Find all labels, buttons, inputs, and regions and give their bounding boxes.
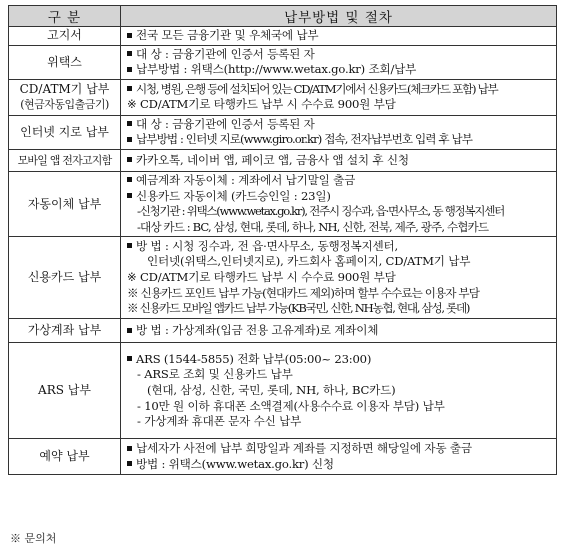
row-content [121, 171, 557, 236]
footer-note: ※ 문의처 [10, 532, 57, 545]
row-content [121, 237, 557, 319]
row-content [121, 79, 557, 115]
bullet-square-icon [127, 177, 132, 182]
content-line: 인터넷(위택스,인터넷지로), 카드회사 홈페이지, CD/ATM기 납부 [147, 254, 471, 269]
content-line: 납부방법 : 인터넷 지로(www.giro.or.kr) 접속, 전자납부번호 입력 후 납부 [127, 132, 552, 148]
row-category: 고지서 [9, 27, 121, 46]
content-line: ※ 신용카드 포인트 납부 가능(현대카드 제외)하며 할부 수수료는 이용자 부담 [127, 285, 479, 300]
row-content [121, 115, 557, 149]
content-line: 납세자가 사전에 납부 희망일과 계좌를 지정하면 해당일에 자동 출금 [127, 441, 552, 457]
content-line: 납부방법 : 위택스(http://www.wetax.go.kr) 조회/납부 [127, 62, 552, 78]
table-row [9, 237, 557, 319]
table-row [9, 343, 557, 439]
row-content [121, 319, 557, 343]
bullet-square-icon [127, 121, 132, 126]
content-line: 전국 모든 금융기관 및 우체국에 납부 [127, 28, 552, 44]
row-content [121, 149, 557, 171]
row-category: 자동이체 납부 [9, 171, 121, 236]
content-line: 예금계좌 자동이체 : 계좌에서 납기말일 출금 [127, 173, 552, 189]
bullet-square-icon [127, 157, 132, 162]
table-row [9, 319, 557, 343]
table-header-row [9, 6, 557, 27]
content-line: 대 상 : 금융기관에 인증서 등록된 자 [127, 47, 552, 63]
content-line: - 10만 원 이하 휴대폰 소액결제(사용수수료 이용자 부담) 납부 [137, 398, 445, 413]
content-line: ※ CD/ATM기로 타행카드 납부 시 수수료 900원 부담 [127, 270, 396, 285]
table-row [9, 27, 557, 46]
content-line: 카카오톡, 네이버 앱, 페이코 앱, 금융사 앱 설치 후 신청 [127, 153, 552, 169]
row-category: 모바일 앱 전자고지함 [9, 149, 121, 171]
bullet-square-icon [127, 137, 132, 142]
row-content [121, 439, 557, 475]
bullet-square-icon [127, 51, 132, 56]
row-category: 가상계좌 납부 [9, 319, 121, 343]
bullet-square-icon [127, 33, 132, 38]
content-line: -대상 카드 : BC, 삼성, 현대, 롯데, 하나, NH, 신한, 전북, 제주, 광주, 수협카드 [137, 219, 489, 234]
category-title: CD/ATM기 납부 [19, 82, 110, 97]
bullet-square-icon [127, 193, 132, 198]
content-line: (현대, 삼성, 신한, 국민, 롯데, NH, 하나, BC카드) [147, 383, 396, 398]
table-row [9, 171, 557, 236]
table-row [9, 115, 557, 149]
header-category: 구 분 [9, 6, 121, 27]
bullet-square-icon [127, 328, 132, 333]
content-line: 방 법 : 가상계좌(입금 전용 고유계좌)로 계좌이체 [127, 323, 552, 339]
content-line: 방법 : 위택스(www.wetax.go.kr) 신청 [127, 457, 552, 473]
payment-methods-table-wrapper [8, 5, 556, 475]
content-line: -신청기관 : 위택스(www.wetax.go.kr), 전주시 징수과, 읍·면사무소, 동 행정복지센터 [137, 204, 505, 219]
content-line: ARS (1544-5855) 전화 납부(05:00~ 23:00) [127, 352, 552, 368]
row-category: 신용카드 납부 [9, 237, 121, 319]
content-line: ※ 신용카드 모바일 앱카드 납부 가능(KB국민, 신한, NH농협, 현대, 삼성, 롯데) [127, 301, 470, 316]
row-category: 예약 납부 [9, 439, 121, 475]
content-line: 대 상 : 금융기관에 인증서 등록된 자 [127, 117, 552, 133]
content-line: - 가상계좌 휴대폰 문자 수신 납부 [137, 414, 302, 429]
table-row [9, 45, 557, 79]
payment-methods-table [8, 5, 557, 475]
category-subtitle: (현금자동입출금기) [20, 98, 109, 112]
content-line: 방 법 : 시청 징수과, 전 읍·면사무소, 동행정복지센터, [127, 239, 552, 255]
row-content [121, 45, 557, 79]
table-row [9, 149, 557, 171]
row-category: ARS 납부 [9, 343, 121, 439]
row-category: 인터넷 지로 납부 [9, 115, 121, 149]
bullet-square-icon [127, 446, 132, 451]
bullet-square-icon [127, 86, 132, 91]
table-row [9, 79, 557, 115]
row-category [9, 79, 121, 115]
row-category: 위택스 [9, 45, 121, 79]
bullet-square-icon [127, 356, 132, 361]
content-line: - ARS로 조회 및 신용카드 납부 [137, 367, 293, 382]
bullet-square-icon [127, 461, 132, 466]
row-content [121, 27, 557, 46]
table-row [9, 439, 557, 475]
header-method: 납부방법 및 절차 [121, 6, 557, 27]
content-line: 시청, 병원, 은행 등에 설치되어 있는 CD/ATM기에서 신용카드(체크카드 포함) 납부 [127, 82, 552, 98]
bullet-square-icon [127, 243, 132, 248]
row-content [121, 343, 557, 439]
content-line: ※ CD/ATM기로 타행카드 납부 시 수수료 900원 부담 [127, 97, 396, 112]
content-line: 신용카드 자동이체 (카드승인일 : 23일) [127, 189, 552, 205]
bullet-square-icon [127, 67, 132, 72]
